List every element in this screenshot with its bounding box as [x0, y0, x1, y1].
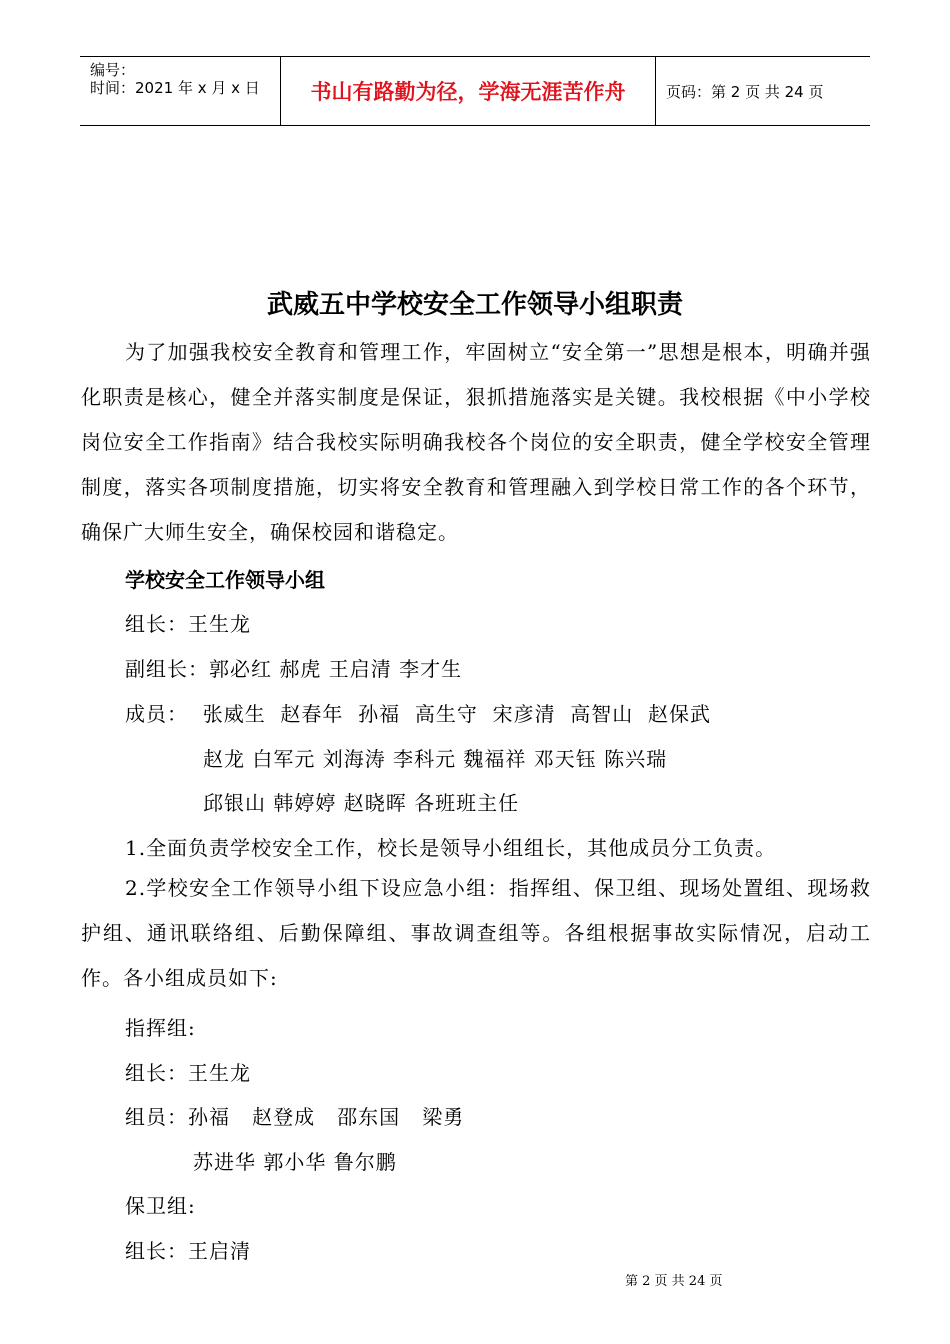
command-group-label: 指挥组: — [125, 1016, 196, 1040]
page-title: 武威五中学校安全工作领导小组职责 — [266, 290, 683, 320]
guard-group-label: 保卫组: — [125, 1194, 196, 1218]
intro-paragraph: 为了加强我校安全教育和管理工作，牢固树立“安全第一”思想是根本，明确并强化职责是核心，健全并落实制度是保证，狠抓措施落实是关键。我校根据《中小学校岗位安全工作指南》结合我校实际明确我校各个岗位的安全职责，健全学校安全管理制度，落实各项制度措施，切实将安全教育和管理融入到学校日常工作的各个环节，确保广大师生安全，确保校园和谐稳定。 — [81, 340, 871, 544]
header-meta-cell — [80, 57, 281, 125]
command-leader: 组长：王生龙 — [125, 1061, 251, 1085]
members-line-2: 赵龙 白军元 刘海涛 李科元 魏福祥 邓天钰 陈兴瑞 — [203, 747, 668, 771]
section-title: 学校安全工作领导小组 — [125, 568, 325, 592]
page-label: 页码：第 2 页 共 24 页 — [666, 82, 824, 101]
header-table — [80, 56, 870, 126]
guard-leader: 组长：王启清 — [125, 1239, 251, 1263]
item-2: 2.学校安全工作领导小组下设应急小组：指挥组、保卫组、现场处置组、现场救护组、通讯联络组、后勤保障组、事故调查组等。各组根据事故实际情况，启动工作。各小组成员如下: — [81, 876, 871, 990]
members-line-1: 成员： 张威生 赵春年 孙福 高生守 宋彦清 高智山 赵保武 — [125, 702, 712, 726]
motto: 书山有路勤为径，学海无涯苦作舟 — [281, 57, 656, 125]
page-footer: 第 2 页 共 24 页 — [625, 1274, 723, 1289]
number-label: 编号： — [90, 61, 136, 79]
item-1: 1.全面负责学校安全工作，校长是领导小组组长，其他成员分工负责。 — [125, 836, 777, 860]
command-members-1: 组员：孙福 赵登成 邵东国 梁勇 — [125, 1105, 465, 1129]
command-members-2: 苏进华 郭小华 鲁尔鹏 — [193, 1150, 397, 1174]
time-label: 时间：2021 年 x 月 x 日 — [90, 79, 260, 97]
members-line-3: 邱银山 韩婷婷 赵晓晖 各班班主任 — [203, 791, 520, 815]
vice-leaders-line: 副组长：郭必红 郝虎 王启清 李才生 — [125, 657, 463, 681]
leader-line: 组长：王生龙 — [125, 612, 251, 636]
